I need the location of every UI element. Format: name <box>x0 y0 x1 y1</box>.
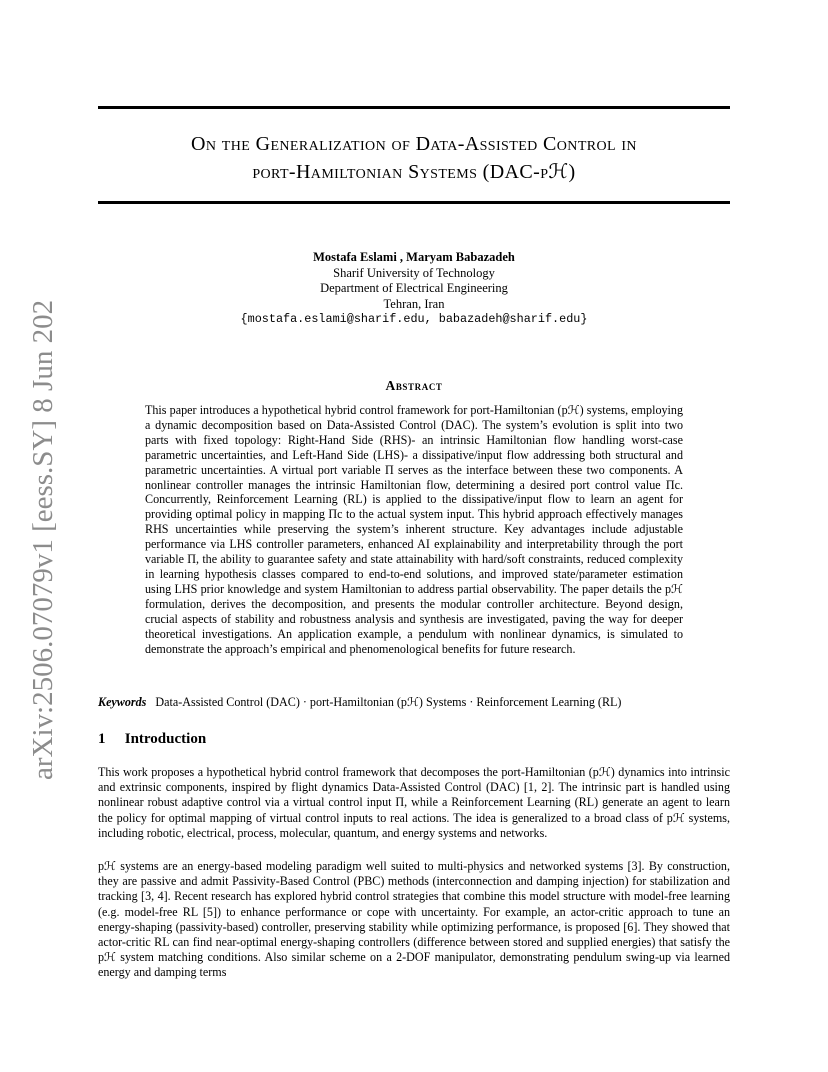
arxiv-identifier: arXiv:2506.07079v1 [eess.SY] 8 Jun 2025 <box>27 300 59 780</box>
title-line-2: port-Hamiltonian Systems (DAC-pℋ) <box>252 161 576 183</box>
section-heading-introduction <box>98 731 206 748</box>
keywords-line <box>98 695 730 710</box>
title-line-1: On the Generalization of Data-Assisted Control in <box>191 133 637 155</box>
intro-paragraph-1: This work proposes a hypothetical hybrid control framework that decomposes the port-Hamiltonian (pℋ) dynamics into intrinsic and extrinsic components, inspired by flight dynamics Data-Assisted Control (DAC) [1, 2]. The intrinsic part is handled using nonlinear robust adaptive control via a virtual control input Π, while a Reinforcement Learning (RL) generate an agent to learn the policy for optimal mapping of virtual control inputs to real actions. The idea is generalized to a broad class of pℋ systems, including robotic, electrical, process, molecular, quantum, and energy systems and networks. <box>98 765 730 840</box>
affiliation-location: Tehran, Iran <box>383 296 445 311</box>
keywords-label: Keywords <box>98 695 147 709</box>
author-emails: {mostafa.eslami@sharif.edu, babazadeh@sharif.edu} <box>240 312 588 327</box>
title-top-rule <box>98 106 730 109</box>
arxiv-stamp <box>22 300 62 780</box>
author-names: Mostafa Eslami , Maryam Babazadeh <box>313 250 515 264</box>
paper-title <box>98 130 730 186</box>
affiliation-university: Sharif University of Technology <box>333 265 495 280</box>
abstract-heading: Abstract <box>385 378 443 393</box>
author-block <box>98 250 730 328</box>
affiliation-department: Department of Electrical Engineering <box>320 281 508 296</box>
section-number: 1 <box>98 731 106 747</box>
abstract-text: This paper introduces a hypothetical hybrid control framework for port-Hamiltonian (pℋ) systems, employing a dynamic decomposition based on Data-Assisted Control (DAC). The system’s evolution is split into two parts with fixed topology: Right-Hand Side (RHS)- an intrinsic Hamiltonian flow handling worst-case parametric uncertainties, and Left-Hand Side (LHS)- a dissipative/input flow addressing both structural and parametric uncertainties. A virtual port variable Π serves as the interface between these two components. A nonlinear controller manages the intrinsic Hamiltonian flow, determining a desired port control value Πc. Concurrently, Reinforcement Learning (RL) is applied to the dissipative/input flow to learn an agent for providing optimal policy in mapping Πc to the actual system input. This hybrid approach effectively manages RHS uncertainties while preserving the system’s inherent structure. Key advantages include adjustable performance via LHS controller parameters, enhanced AI explainability and interpretability through the port variable Π, the ability to guarantee safety and state attainability with hard/soft constraints, reduced complexity in learning hypothesis classes compared to end-to-end solutions, and improved state/parameter estimation using LHS prior knowledge and system Hamiltonian to address partial observability. The paper details the pℋ formulation, derives the decomposition, and presents the modular controller architecture. Beyond design, crucial aspects of stability and robustness analysis and synthesis are investigated, paving the way for deeper theoretical investigations. An application example, a pendulum with nonlinear dynamics, is simulated to demonstrate the approach’s empirical and phenomenological benefits for future research. <box>145 403 683 656</box>
intro-paragraph-2: pℋ systems are an energy-based modeling paradigm well suited to multi-physics and networked systems [3]. By construction, they are passive and admit Passivity-Based Control (PBC) methods (interconnection and damping injection) for stabilization and tracking [3, 4]. Recent research has explored hybrid control strategies that combine this model structure with model-free learning (e.g. model-free RL [5]) to enhance performance or cope with uncertainty. For example, an actor-critic approach to tune an energy-shaping (passivity-based) controller, preserving stability while optimizing performance, is proposed [6]. They showed that actor-critic RL can find near-optimal energy-shaping controllers (difference between stored and supplied energies) that satisfy the pℋ system matching conditions. Also similar scheme on a 2-DOF manipulator, demonstrating pendulum swing-up via learned energy and damping terms <box>98 859 730 980</box>
keywords-text: Data-Assisted Control (DAC) · port-Hamiltonian (pℋ) Systems · Reinforcement Learning (RL) <box>155 695 622 709</box>
title-bottom-rule <box>98 201 730 204</box>
section-title: Introduction <box>124 731 207 747</box>
